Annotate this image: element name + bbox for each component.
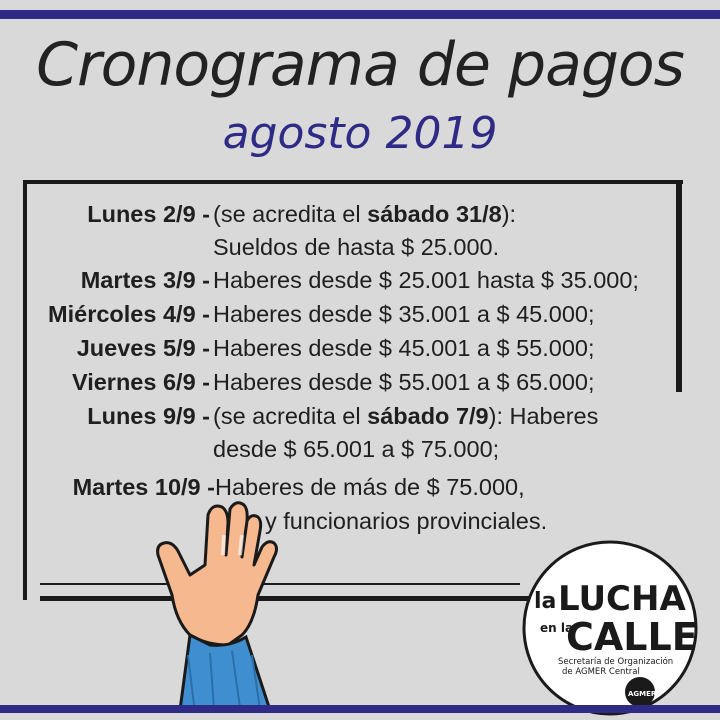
- schedule-description: Haberes desde $ 25.001 hasta $ 35.000;: [213, 267, 639, 293]
- schedule-day: Miércoles 4/9 -: [48, 301, 210, 327]
- frame-right-edge: [676, 180, 682, 392]
- hand-illustration: [150, 495, 300, 710]
- schedule-description-line2: Sueldos de hasta $ 25.000.: [213, 234, 500, 260]
- schedule-description: Haberes desde $ 55.001 a $ 65.000;: [213, 369, 595, 395]
- schedule-description: (se acredita el sábado 7/9): Haberes: [213, 403, 599, 429]
- svg-text:de AGMER Central: de AGMER Central: [562, 667, 640, 677]
- schedule-description-line2: y funcionarios provinciales.: [265, 508, 548, 534]
- schedule-description: Haberes desde $ 45.001 a $ 55.000;: [213, 335, 595, 361]
- schedule-day: Jueves 5/9 -: [76, 335, 210, 361]
- svg-text:en la: en la: [540, 621, 574, 635]
- schedule-day: Viernes 6/9 -: [71, 369, 210, 395]
- svg-text:CALLE: CALLE: [566, 615, 698, 659]
- svg-text:AGMER: AGMER: [628, 690, 657, 698]
- page-title: Cronograma de pagos: [36, 30, 684, 100]
- schedule-day: Lunes 9/9 -: [87, 403, 210, 429]
- schedule-description: Haberes desde $ 35.001 a $ 45.000;: [213, 301, 595, 327]
- svg-text:la: la: [534, 589, 557, 614]
- schedule-day: Lunes 2/9 -: [87, 201, 210, 227]
- schedule-day: Martes 10/9 -: [72, 474, 215, 500]
- top-accent-bar: [0, 10, 720, 19]
- schedule-day: Martes 3/9 -: [80, 267, 210, 293]
- la-lucha-en-la-calle-logo: [522, 540, 698, 716]
- schedule-description: (se acredita el sábado 31/8):: [213, 201, 517, 227]
- schedule-description: Haberes de más de $ 75.000,: [215, 474, 525, 500]
- page-subtitle: agosto 2019: [222, 108, 498, 159]
- schedule-description-line2: desde $ 65.001 a $ 75.000;: [213, 436, 500, 462]
- bottom-accent-bar: [0, 705, 720, 713]
- svg-text:LUCHA: LUCHA: [558, 579, 686, 619]
- svg-text:Secretaría de Organización: Secretaría de Organización: [558, 657, 674, 667]
